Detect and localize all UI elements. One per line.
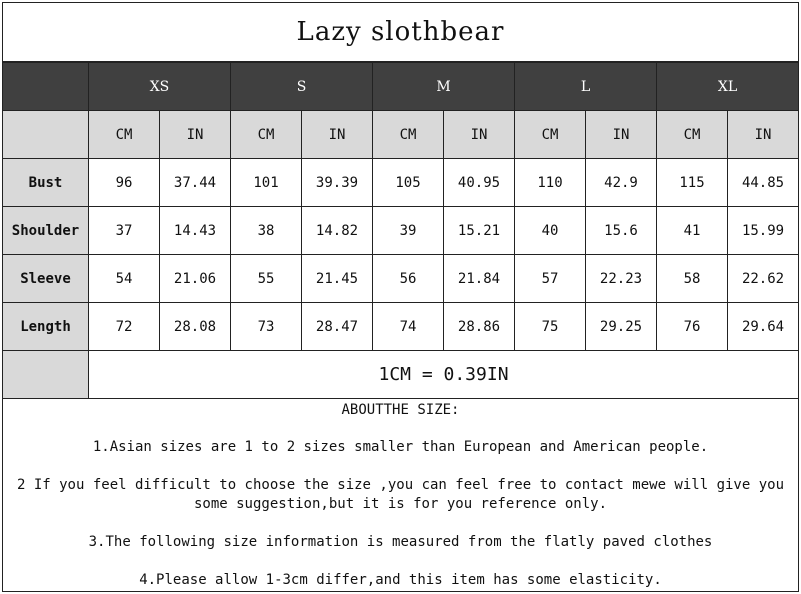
table-row-sleeve: [3, 255, 799, 303]
conversion-corner-cell: [3, 351, 89, 399]
table-cell: 37.44: [160, 159, 231, 207]
table-cell: 22.62: [728, 255, 799, 303]
table-cell: 28.86: [444, 303, 515, 351]
table-cell: 75: [515, 303, 586, 351]
table-cell: 21.45: [302, 255, 373, 303]
table-cell: 22.23: [586, 255, 657, 303]
table-cell: 38: [231, 207, 302, 255]
note-item: 2 If you feel difficult to choose the size ,you can feel free to contact mewe will give you some suggestion,but it is for you reference only.: [16, 477, 784, 512]
chart-title: Lazy slothbear: [2, 2, 799, 62]
size-header-l: L: [515, 63, 657, 111]
size-header-s: S: [231, 63, 373, 111]
table-cell: 72: [89, 303, 160, 351]
table-cell: 39.39: [302, 159, 373, 207]
table-cell: 28.08: [160, 303, 231, 351]
note-item: 1.Asian sizes are 1 to 2 sizes smaller than European and American people.: [92, 439, 709, 455]
size-header-row: [3, 63, 799, 111]
table-cell: 40: [515, 207, 586, 255]
table-cell: 44.85: [728, 159, 799, 207]
table-cell: 21.84: [444, 255, 515, 303]
unit-in: IN: [444, 111, 515, 159]
conversion-row: [3, 351, 799, 399]
unit-cm: CM: [515, 111, 586, 159]
size-header-xl: XL: [657, 63, 799, 111]
corner-cell: [3, 63, 89, 111]
table-cell: 57: [515, 255, 586, 303]
size-table: [2, 62, 799, 399]
unit-cm: CM: [657, 111, 728, 159]
table-cell: 28.47: [302, 303, 373, 351]
table-cell: 115: [657, 159, 728, 207]
table-cell: 29.64: [728, 303, 799, 351]
table-cell: 101: [231, 159, 302, 207]
row-label: Shoulder: [3, 207, 89, 255]
table-cell: 39: [373, 207, 444, 255]
table-cell: 14.82: [302, 207, 373, 255]
table-row-length: [3, 303, 799, 351]
table-cell: 58: [657, 255, 728, 303]
notes-heading: ABOUTTHE SIZE:: [341, 402, 460, 418]
table-cell: 37: [89, 207, 160, 255]
size-header-xs: XS: [89, 63, 231, 111]
unit-header-row: [3, 111, 799, 159]
table-cell: 41: [657, 207, 728, 255]
table-cell: 110: [515, 159, 586, 207]
table-cell: 42.9: [586, 159, 657, 207]
table-cell: 29.25: [586, 303, 657, 351]
table-cell: 55: [231, 255, 302, 303]
unit-cm: CM: [89, 111, 160, 159]
table-cell: 40.95: [444, 159, 515, 207]
size-notes: [2, 398, 799, 592]
table-cell: 96: [89, 159, 160, 207]
conversion-note: 1CM = 0.39IN: [89, 351, 799, 399]
row-label: Bust: [3, 159, 89, 207]
table-cell: 105: [373, 159, 444, 207]
table-cell: 15.21: [444, 207, 515, 255]
table-cell: 15.6: [586, 207, 657, 255]
note-item: 3.The following size information is measured from the flatly paved clothes: [88, 534, 713, 550]
unit-corner-cell: [3, 111, 89, 159]
table-cell: 21.06: [160, 255, 231, 303]
table-cell: 15.99: [728, 207, 799, 255]
unit-cm: CM: [231, 111, 302, 159]
size-header-m: M: [373, 63, 515, 111]
table-cell: 54: [89, 255, 160, 303]
table-cell: 76: [657, 303, 728, 351]
unit-in: IN: [728, 111, 799, 159]
unit-cm: CM: [373, 111, 444, 159]
table-cell: 14.43: [160, 207, 231, 255]
table-cell: 73: [231, 303, 302, 351]
table-cell: 56: [373, 255, 444, 303]
table-row-shoulder: [3, 207, 799, 255]
unit-in: IN: [586, 111, 657, 159]
unit-in: IN: [302, 111, 373, 159]
note-item: 4.Please allow 1-3cm differ,and this item has some elasticity.: [139, 572, 662, 588]
row-label: Length: [3, 303, 89, 351]
table-cell: 74: [373, 303, 444, 351]
row-label: Sleeve: [3, 255, 89, 303]
unit-in: IN: [160, 111, 231, 159]
table-row-bust: [3, 159, 799, 207]
